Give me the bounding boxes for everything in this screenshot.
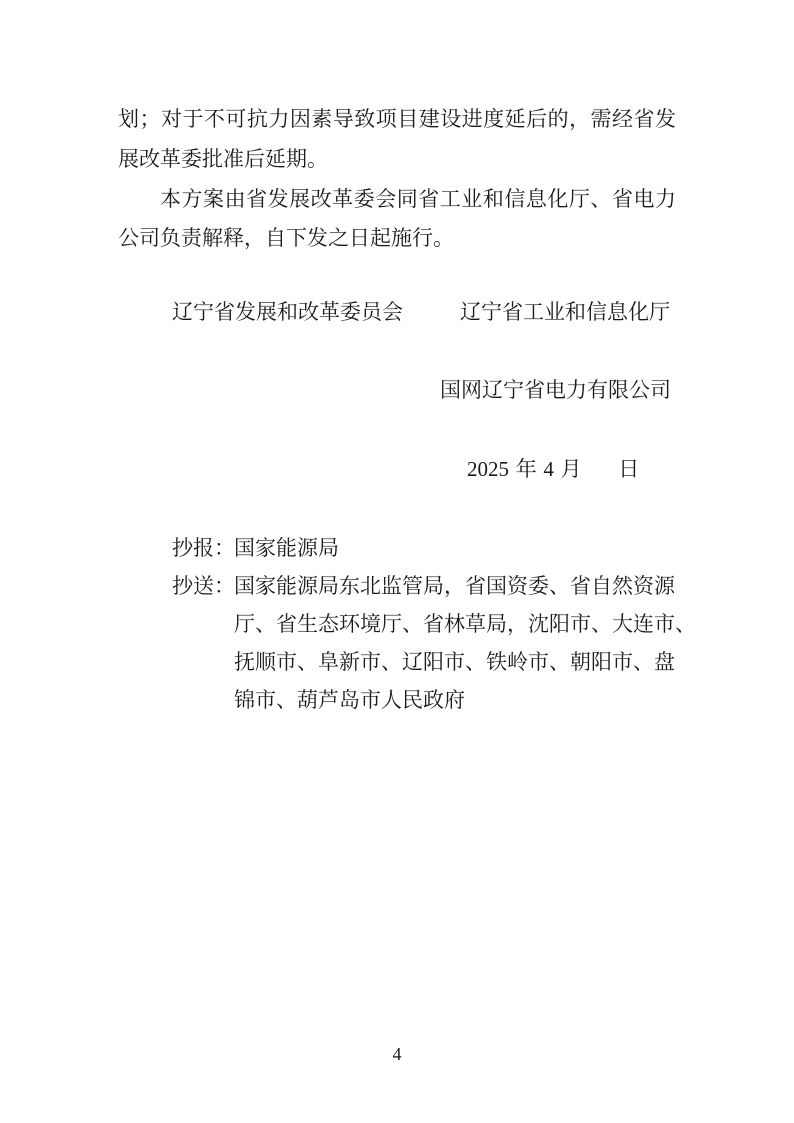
date-year: 2025 [467,457,509,481]
copy-recipients-line-2: 厅、省生态环境厅、省林草局，沈阳市、大连市、 [234,612,696,636]
issuer-miit-liaoning: 辽宁省工业和信息化厅 [460,300,670,324]
date-month-unit: 月 [560,457,582,481]
report-recipient: 国家能源局 [234,536,339,560]
copy-recipients-line-3: 抚顺市、阜新市、辽阳市、铁岭市、朝阳市、盘 [234,650,675,674]
paragraph-1-line-1: 划；对于不可抗力因素导致项目建设进度延后的，需经省发 [118,107,676,131]
issuer-ndrc: 辽宁省发展和改革委员会 [172,300,403,324]
report-label: 抄报： [172,536,235,560]
paragraph-1-line-2: 展改革委批准后延期。 [118,147,328,171]
copy-recipients-line-4: 锦市、葫芦岛市人民政府 [234,688,465,712]
page-number: 4 [392,1044,402,1064]
copy-label: 抄送： [172,574,235,598]
copy-recipients-line-1: 国家能源局东北监管局，省国资委、省自然资源 [234,574,675,598]
date-year-unit: 年 [515,457,537,481]
paragraph-2-line-2: 公司负责解释，自下发之日起施行。 [118,226,454,250]
date-day-unit: 日 [618,457,640,481]
paragraph-2-line-1: 本方案由省发展改革委会同省工业和信息化厅、省电力 [160,187,676,211]
issuer-state-grid-liaoning: 国网辽宁省电力有限公司 [440,378,671,402]
date-month: 4 [543,457,554,481]
issue-date [467,454,639,484]
